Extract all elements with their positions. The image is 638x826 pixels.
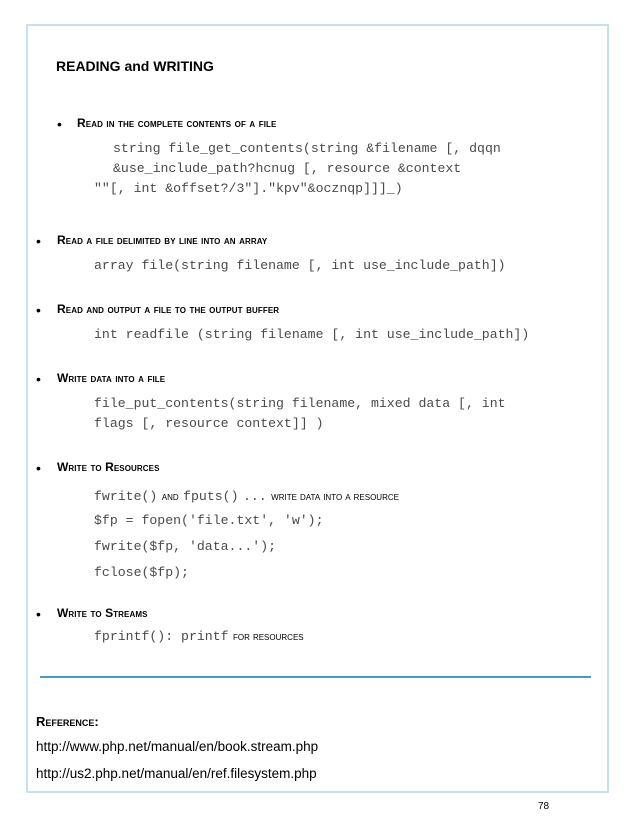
- code-line: &use_include_path?hcnug [, resource &context: [113, 161, 462, 176]
- page-number: 78: [538, 801, 550, 812]
- write-resources-line: [94, 487, 399, 505]
- code-inline: fputs(): [183, 489, 239, 504]
- bullet: •: [36, 606, 41, 622]
- section-heading: Write to Resources: [57, 460, 160, 474]
- code-line: fwrite($fp, 'data...');: [94, 539, 277, 554]
- code-inline: fprintf(): printf: [94, 629, 229, 644]
- horizontal-rule: [40, 676, 591, 678]
- section-heading: Write data into a file: [57, 371, 166, 385]
- inline-text: write data into a resource: [271, 491, 399, 503]
- bullet: •: [36, 233, 41, 249]
- bullet: •: [36, 371, 41, 387]
- section-heading: Read and output a file to the output buffer: [57, 302, 280, 316]
- code-line: ""[, int &offset?/3"]."kpv"&ocznqp]]]_): [94, 181, 403, 196]
- code-line: flags [, resource context]] ): [94, 416, 324, 431]
- code-line: array file(string filename [, int use_include_path]): [94, 258, 506, 273]
- code-line: string file_get_contents(string &filename [, dqqn: [113, 141, 501, 156]
- section-heading: Write to Streams: [57, 606, 148, 620]
- code-inline: fwrite(): [94, 489, 158, 504]
- reference-link[interactable]: http://www.php.net/manual/en/book.stream.php: [36, 739, 319, 754]
- code-inline: ...: [242, 489, 267, 504]
- section-heading: Read a file delimited by line into an array: [57, 233, 268, 247]
- inline-text: for resources: [233, 631, 304, 643]
- bullet: •: [57, 116, 62, 132]
- code-line: $fp = fopen('file.txt', 'w');: [94, 513, 324, 528]
- code-line: fclose($fp);: [94, 565, 189, 580]
- bullet: •: [36, 302, 41, 318]
- reference-heading: Reference:: [36, 714, 99, 729]
- code-line: file_put_contents(string filename, mixed data [, int: [94, 396, 506, 411]
- section-heading: Read in the complete contents of a file: [77, 116, 277, 130]
- code-line: int readfile (string filename [, int use_include_path]): [94, 327, 530, 342]
- inline-text: and: [161, 491, 179, 503]
- reference-link[interactable]: http://us2.php.net/manual/en/ref.filesystem.php: [36, 766, 317, 781]
- bullet: •: [36, 460, 41, 476]
- write-streams-line: [94, 627, 304, 645]
- page-title: READING and WRITING: [56, 58, 214, 74]
